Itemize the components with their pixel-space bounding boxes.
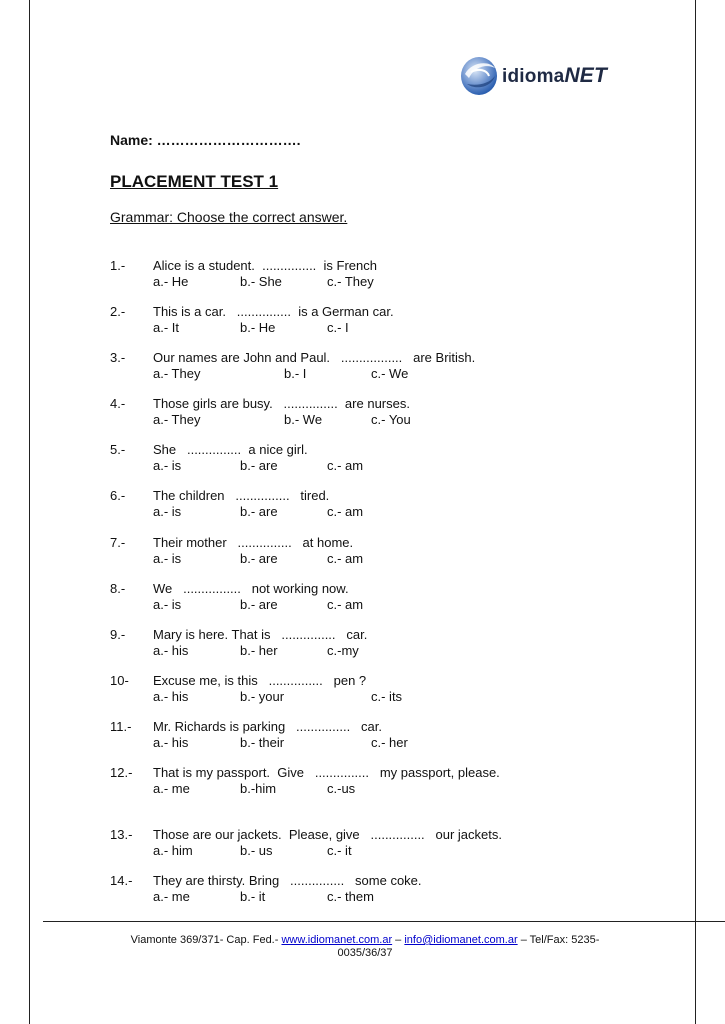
footer-address: Viamonte 369/371- Cap. Fed.-	[130, 934, 282, 946]
option-c[interactable]: c.- am	[327, 550, 364, 566]
option-a[interactable]: a.- They	[153, 365, 201, 381]
question-number: 1.-	[110, 258, 126, 273]
logo	[459, 54, 609, 98]
question-number: 9.-	[110, 627, 126, 642]
option-a[interactable]: a.- He	[153, 273, 189, 289]
option-b[interactable]: b.- She	[240, 273, 282, 289]
option-c[interactable]: c.- am	[327, 457, 364, 473]
option-c[interactable]: c.- I	[327, 319, 349, 335]
option-b[interactable]: b.- He	[240, 319, 276, 335]
website-link[interactable]: www.idiomanet.com.ar	[281, 934, 393, 946]
option-a[interactable]: a.- me	[153, 888, 190, 904]
question-stem: Excuse me, is this ............... pen ?	[153, 673, 367, 688]
footer-tel: – Tel/Fax: 5235-	[517, 934, 600, 946]
question-stem: That is my passport. Give ............... my passport, please.	[153, 765, 500, 780]
question-stem: She ............... a nice girl.	[153, 442, 308, 457]
question-stem: Their mother ............... at home.	[153, 535, 354, 550]
question-number: 11.-	[110, 719, 132, 734]
option-b[interactable]: b.- your	[240, 688, 285, 704]
question-stem: This is a car. ............... is a German car.	[153, 304, 394, 319]
question-stem: Mary is here. That is ............... car.	[153, 627, 368, 642]
question-number: 14.-	[110, 873, 133, 888]
option-b[interactable]: b.- We	[284, 411, 323, 427]
option-c[interactable]: c.- They	[327, 273, 374, 289]
question-number: 5.-	[110, 442, 126, 457]
question-number: 8.-	[110, 581, 126, 596]
question-stem: Those are our jackets. Please, give ............... our jackets.	[153, 827, 502, 842]
option-a[interactable]: a.- him	[153, 842, 193, 858]
option-a[interactable]: a.- his	[153, 642, 189, 658]
footer-separator: –	[392, 934, 405, 946]
option-a[interactable]: a.- They	[153, 411, 201, 427]
option-b[interactable]: b.- are	[240, 550, 278, 566]
question-stem: Our names are John and Paul. ................. are British.	[153, 350, 476, 365]
option-c[interactable]: c.- You	[371, 411, 411, 427]
question-stem: Alice is a student. ............... is French	[153, 258, 377, 273]
option-c[interactable]: c.- am	[327, 503, 364, 519]
option-b[interactable]: b.- us	[240, 842, 273, 858]
question-number: 2.-	[110, 304, 126, 319]
option-a[interactable]: a.- It	[153, 319, 180, 335]
question-number: 10-	[110, 673, 129, 688]
option-b[interactable]: b.- her	[240, 642, 278, 658]
footer	[100, 934, 630, 960]
option-c[interactable]: c.- We	[371, 365, 409, 381]
option-c[interactable]: c.- its	[371, 688, 403, 704]
option-c[interactable]: c.- her	[371, 734, 408, 750]
option-a[interactable]: a.- his	[153, 688, 189, 704]
question-stem: Those girls are busy. ............... are nurses.	[153, 396, 410, 411]
option-a[interactable]: a.- his	[153, 734, 189, 750]
logo-wordmark: idiomaNET	[502, 64, 608, 87]
question-number: 12.-	[110, 765, 133, 780]
option-b[interactable]: b.- it	[240, 888, 266, 904]
option-a[interactable]: a.- is	[153, 457, 182, 473]
question-stem: We ................ not working now.	[153, 581, 349, 596]
option-c[interactable]: c.-my	[327, 642, 359, 658]
question-number: 4.-	[110, 396, 126, 411]
email-link[interactable]: info@idiomanet.com.ar	[404, 934, 518, 946]
footer-divider	[43, 921, 725, 922]
option-b[interactable]: b.-him	[240, 780, 277, 796]
option-c[interactable]: c.- it	[327, 842, 352, 858]
option-c[interactable]: c.-us	[327, 780, 356, 796]
option-b[interactable]: b.- are	[240, 503, 278, 519]
option-a[interactable]: a.- is	[153, 503, 182, 519]
page-title: PLACEMENT TEST 1	[110, 172, 279, 191]
question-stem: They are thirsty. Bring ............... some coke.	[153, 873, 422, 888]
question-number: 6.-	[110, 488, 126, 503]
section-instructions: Grammar: Choose the correct answer.	[110, 209, 348, 225]
question-stem: The children ............... tired.	[153, 488, 330, 503]
option-c[interactable]: c.- them	[327, 888, 374, 904]
page-border-right	[695, 0, 696, 1024]
option-a[interactable]: a.- is	[153, 550, 182, 566]
question-number: 3.-	[110, 350, 126, 365]
option-b[interactable]: b.- are	[240, 596, 278, 612]
option-b[interactable]: b.- are	[240, 457, 278, 473]
option-a[interactable]: a.- me	[153, 780, 190, 796]
footer-tel-continued: 0035/36/37	[337, 947, 393, 959]
option-b[interactable]: b.- their	[240, 734, 285, 750]
name-field-label: Name: ………………………….	[110, 132, 301, 148]
question-stem: Mr. Richards is parking ............... car.	[153, 719, 383, 734]
globe-swirl-icon	[459, 54, 501, 98]
question-number: 13.-	[110, 827, 133, 842]
option-c[interactable]: c.- am	[327, 596, 364, 612]
page-border-left	[29, 0, 30, 1024]
option-a[interactable]: a.- is	[153, 596, 182, 612]
question-number: 7.-	[110, 535, 126, 550]
option-b[interactable]: b.- I	[284, 365, 307, 381]
